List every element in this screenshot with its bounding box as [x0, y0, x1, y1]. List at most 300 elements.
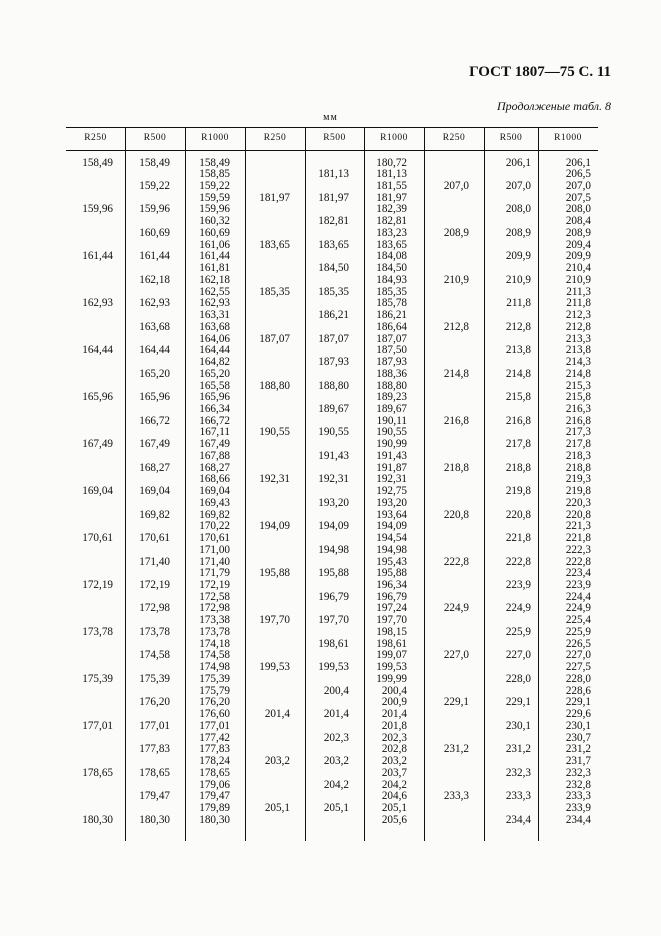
table-cell: 189,67	[376, 402, 407, 415]
table-cell: 208,4	[565, 215, 591, 228]
table-cell: 158,49	[82, 156, 113, 169]
table-cell: 168,27	[199, 461, 230, 474]
table-cell: 229,1	[505, 696, 531, 709]
table-cell: 233,9	[565, 801, 591, 814]
table-cell: 177,01	[82, 719, 113, 732]
table-cell: 170,22	[199, 520, 230, 533]
table-cell: 174,18	[199, 637, 230, 650]
table-cell: 216,8	[505, 414, 531, 427]
table-cell: 166,34	[199, 402, 230, 415]
table-cell: 203,2	[323, 755, 349, 767]
table-cell: 181,13	[376, 168, 407, 181]
table-cell: 194,54	[376, 532, 407, 544]
table-cell: 167,11	[199, 426, 230, 439]
table-cell: 193,64	[376, 508, 407, 521]
table-cell: 230,7	[565, 731, 591, 744]
table-cell: 169,82	[139, 508, 170, 521]
table-cell: 225,4	[565, 614, 591, 627]
table-cell: 217,8	[505, 438, 531, 451]
table-cell: 159,96	[82, 203, 113, 216]
table-cell: 171,00	[199, 543, 230, 556]
table-cell: 183,65	[259, 238, 290, 251]
table-cell: 227,0	[505, 649, 531, 662]
table-cell: 201,4	[381, 708, 407, 720]
table-cell: 216,8	[565, 414, 591, 427]
table-cell: 233,3	[443, 790, 469, 803]
table-cell: 218,8	[505, 461, 531, 474]
table-cell: 203,2	[381, 755, 407, 767]
table-cell: 202,3	[323, 731, 349, 744]
table-cell: 196,34	[376, 579, 407, 591]
column-header: R250	[442, 133, 466, 143]
table-cell: 200,4	[323, 684, 349, 697]
table-cell: 211,8	[506, 297, 531, 310]
table-cell: 198,61	[318, 637, 349, 650]
table-cell: 221,8	[505, 532, 531, 544]
table-cell: 208,9	[443, 226, 469, 239]
table-cell: 215,8	[565, 391, 591, 404]
table-cell: 190,99	[376, 438, 407, 451]
table-cell: 228,0	[565, 672, 591, 685]
table-cell: 220,3	[565, 496, 591, 509]
table-cell: 174,58	[139, 649, 170, 662]
table-cell: 183,23	[376, 226, 407, 239]
table-cell: 222,8	[505, 555, 531, 568]
table-cell: 222,8	[565, 555, 591, 568]
table-cell: 232,3	[505, 766, 531, 779]
table-cell: 163,68	[139, 320, 170, 333]
table-cell: 214,3	[565, 356, 591, 368]
table-cell: 165,20	[199, 367, 230, 380]
table-cell: 205,1	[323, 801, 349, 814]
table-cell: 205,1	[381, 801, 407, 814]
table-cell: 181,97	[376, 191, 407, 204]
table-cell: 222,8	[443, 555, 469, 568]
table-cell: 160,69	[199, 226, 230, 239]
table-cell: 190,55	[259, 426, 290, 439]
table-cell: 179,06	[199, 778, 230, 791]
table-cell: 191,43	[376, 449, 407, 462]
table-cell: 165,58	[199, 379, 230, 392]
table-cell: 203,7	[381, 766, 407, 779]
table-cell: 192,31	[376, 473, 407, 486]
table-cell: 163,31	[199, 309, 230, 322]
table-cell: 180,30	[139, 813, 170, 826]
table-cell: 193,20	[376, 496, 407, 509]
table-cell: 220,8	[443, 508, 469, 521]
table-cell: 190,55	[318, 426, 349, 439]
table-cell: 221,3	[565, 520, 591, 533]
table-cell: 195,88	[318, 567, 349, 580]
table-cell: 219,8	[505, 485, 531, 498]
table-cell: 191,43	[318, 449, 349, 462]
table-cell: 161,44	[82, 250, 113, 263]
table-cell: 180,30	[199, 813, 230, 826]
table-cell: 164,44	[139, 344, 170, 357]
table-cell: 185,35	[376, 285, 407, 298]
table-cell: 159,22	[199, 180, 230, 192]
table-cell: 169,04	[82, 485, 113, 498]
table-cell: 194,98	[376, 543, 407, 556]
table-cell: 213,3	[565, 332, 591, 345]
column-header: R500	[323, 133, 346, 143]
table-cell: 201,4	[323, 708, 349, 720]
table-cell: 167,49	[199, 438, 230, 451]
table-cell: 168,66	[199, 473, 230, 486]
table-cell: 176,20	[139, 696, 170, 709]
table-cell: 219,8	[565, 485, 591, 498]
table-cell: 192,75	[376, 485, 407, 498]
table-cell: 170,61	[139, 532, 170, 544]
table-top-rule	[66, 127, 598, 128]
table-cell: 185,78	[376, 297, 407, 310]
table-cell: 199,99	[376, 672, 407, 685]
table-cell: 212,8	[505, 320, 531, 333]
table-cell: 164,44	[199, 344, 230, 357]
table-cell: 194,09	[259, 520, 290, 533]
table-cell: 181,13	[318, 168, 349, 181]
table-cell: 171,79	[199, 567, 230, 580]
table-cell: 177,01	[139, 719, 170, 732]
column-header: R500	[499, 133, 523, 143]
table-cell: 172,98	[199, 602, 230, 615]
table-cell: 170,61	[82, 532, 113, 544]
table-cell: 209,4	[565, 238, 591, 251]
table-cell: 197,24	[376, 602, 407, 615]
table-cell: 215,3	[565, 379, 591, 392]
table-cell: 215,8	[505, 391, 531, 404]
table-cell: 161,44	[139, 250, 170, 263]
table-cell: 166,72	[139, 414, 170, 427]
table-cell: 169,43	[199, 496, 230, 509]
table-cell: 198,15	[376, 625, 407, 638]
column-header: R250	[263, 133, 287, 143]
table-cell: 197,70	[376, 614, 407, 627]
table-cell: 224,9	[443, 602, 469, 615]
table-cell: 197,70	[259, 614, 290, 627]
table-cell: 205,1	[264, 801, 290, 814]
table-cell: 232,8	[565, 778, 591, 791]
table-cell: 178,24	[199, 755, 230, 767]
table-cell: 232,3	[565, 766, 591, 779]
table-cell: 168,27	[139, 461, 170, 474]
table-cell: 159,59	[199, 191, 230, 204]
page-header: ГОСТ 1807—75 С. 11	[469, 64, 611, 80]
table-cell: 158,49	[139, 156, 170, 169]
column-header: R1000	[380, 133, 408, 143]
table-cell: 171,40	[199, 555, 230, 568]
table-cell: 191,87	[376, 461, 407, 474]
table-cell: 166,72	[199, 414, 230, 427]
table-cell: 178,65	[82, 766, 113, 779]
table-cell: 228,0	[505, 672, 531, 685]
table-cell: 182,81	[376, 215, 407, 228]
table-cell: 217,3	[565, 426, 591, 439]
table-cell: 230,1	[565, 719, 591, 732]
table-cell: 204,2	[323, 778, 349, 791]
table-cell: 189,23	[376, 391, 407, 404]
table-cell: 186,64	[376, 320, 407, 333]
column-header: R1000	[201, 133, 229, 143]
table-cell: 177,01	[199, 719, 230, 732]
table-cell: 182,39	[376, 203, 407, 216]
table-cell: 173,38	[199, 614, 230, 627]
table-cell: 176,20	[199, 696, 230, 709]
table-cell: 199,53	[376, 661, 407, 674]
table-cell: 229,1	[443, 696, 469, 709]
table-cell: 167,49	[82, 438, 113, 451]
table-cell: 214,8	[505, 367, 531, 380]
table-cell: 174,58	[199, 649, 230, 662]
table-cell: 227,5	[565, 661, 591, 674]
table-cell: 206,1	[505, 156, 531, 169]
table-cell: 188,80	[318, 379, 349, 392]
table-cell: 177,83	[139, 743, 170, 756]
table-cell: 158,85	[199, 168, 230, 181]
table-cell: 167,88	[199, 449, 230, 462]
table-cell: 229,6	[565, 708, 591, 720]
table-cell: 211,8	[566, 297, 591, 310]
table-cell: 186,21	[376, 309, 407, 322]
table-cell: 173,78	[82, 625, 113, 638]
table-cell: 220,8	[565, 508, 591, 521]
table-cell: 181,97	[318, 191, 349, 204]
table-cell: 218,3	[565, 449, 591, 462]
table-cell: 172,19	[199, 579, 230, 591]
table-cell: 213,8	[505, 344, 531, 357]
table-cell: 187,07	[376, 332, 407, 345]
table-cell: 227,0	[443, 649, 469, 662]
table-cell: 194,09	[376, 520, 407, 533]
table-cell: 224,9	[565, 602, 591, 615]
table-cell: 161,81	[199, 262, 230, 275]
table-cell: 199,53	[259, 661, 290, 674]
table-cell: 202,3	[381, 731, 407, 744]
table-cell: 159,96	[139, 203, 170, 216]
table-cell: 185,35	[318, 285, 349, 298]
table-cell: 187,50	[376, 344, 407, 357]
table-cell: 209,9	[505, 250, 531, 263]
table-cell: 181,55	[376, 180, 407, 192]
table-cell: 216,8	[443, 414, 469, 427]
table-cell: 162,93	[82, 297, 113, 310]
table-cell: 184,08	[376, 250, 407, 263]
table-header-rule	[66, 150, 598, 151]
table-cell: 184,93	[376, 273, 407, 286]
table-cell: 159,22	[139, 180, 170, 192]
table-cell: 162,93	[139, 297, 170, 310]
table-cell: 233,3	[505, 790, 531, 803]
table-cell: 167,49	[139, 438, 170, 451]
table-cell: 187,07	[259, 332, 290, 345]
table-cell: 207,0	[505, 180, 531, 192]
table-cell: 190,11	[376, 414, 407, 427]
table-cell: 186,21	[318, 309, 349, 322]
table-cell: 175,39	[82, 672, 113, 685]
table-cell: 180,30	[82, 813, 113, 826]
table-cell: 172,19	[82, 579, 113, 591]
table-cell: 214,8	[565, 367, 591, 380]
table-cell: 213,8	[565, 344, 591, 357]
table-cell: 162,55	[199, 285, 230, 298]
table-cell: 233,3	[565, 790, 591, 803]
table-cell: 177,83	[199, 743, 230, 756]
table-cell: 208,9	[505, 226, 531, 239]
table-cell: 207,0	[565, 180, 591, 192]
table-cell: 165,96	[82, 391, 113, 404]
table-cell: 205,6	[381, 813, 407, 826]
table-cell: 169,04	[199, 485, 230, 498]
table-cell: 231,2	[565, 743, 591, 756]
table-cell: 198,61	[376, 637, 407, 650]
table-cell: 224,9	[505, 602, 531, 615]
table-cell: 206,1	[565, 156, 591, 169]
table-cell: 230,1	[505, 719, 531, 732]
table-cell: 187,07	[318, 332, 349, 345]
table-cell: 179,47	[199, 790, 230, 803]
table-cell: 188,80	[376, 379, 407, 392]
table-cell: 218,8	[565, 461, 591, 474]
table-cell: 204,6	[381, 790, 407, 803]
table-cell: 201,4	[264, 708, 290, 720]
table-cell: 223,4	[565, 567, 591, 580]
table-cell: 160,32	[199, 215, 230, 228]
column-header: R250	[84, 133, 107, 143]
table-cell: 188,36	[376, 367, 407, 380]
table-cell: 164,06	[199, 332, 230, 345]
table-cell: 158,49	[199, 156, 230, 169]
table-cell: 176,60	[199, 708, 230, 720]
table-cell: 173,78	[139, 625, 170, 638]
table-cell: 212,8	[443, 320, 469, 333]
table-cell: 217,8	[565, 438, 591, 451]
table-cell: 175,79	[199, 684, 230, 697]
table-cell: 163,68	[199, 320, 230, 333]
table-cell: 226,5	[565, 637, 591, 650]
table-cell: 177,42	[199, 731, 230, 744]
table-cell: 162,93	[199, 297, 230, 310]
table-cell: 165,96	[139, 391, 170, 404]
table-cell: 169,82	[199, 508, 230, 521]
table-cell: 234,4	[565, 813, 591, 826]
table-cell: 234,4	[505, 813, 531, 826]
table-cell: 172,98	[139, 602, 170, 615]
table-cell: 171,40	[139, 555, 170, 568]
table-cell: 195,88	[259, 567, 290, 580]
table-cell: 214,8	[443, 367, 469, 380]
table-cell: 197,70	[318, 614, 349, 627]
table-cell: 179,47	[139, 790, 170, 803]
table-cell: 161,06	[199, 238, 230, 251]
table-cell: 184,50	[318, 262, 349, 275]
table-cell: 165,20	[139, 367, 170, 380]
table-cell: 212,8	[565, 320, 591, 333]
table-cell: 221,8	[565, 532, 591, 544]
table-cell: 164,82	[199, 356, 230, 368]
table-cell: 209,9	[565, 250, 591, 263]
table-cell: 210,9	[443, 273, 469, 286]
table-cell: 200,9	[381, 696, 407, 709]
unit-label: мм	[323, 112, 338, 123]
table-cell: 159,96	[199, 203, 230, 216]
table-cell: 228,6	[565, 684, 591, 697]
table-cell: 169,04	[139, 485, 170, 498]
table-cell: 199,53	[318, 661, 349, 674]
table-cell: 175,39	[139, 672, 170, 685]
table-cell: 203,2	[264, 755, 290, 767]
table-cell: 207,5	[565, 191, 591, 204]
table-cell: 192,31	[259, 473, 290, 486]
table-cell: 229,1	[565, 696, 591, 709]
table-cell: 201,8	[381, 719, 407, 732]
table-cell: 187,93	[376, 356, 407, 368]
table-cell: 211,3	[566, 285, 591, 298]
table-cell: 196,79	[318, 590, 349, 603]
table-cell: 231,2	[443, 743, 469, 756]
table-cell: 179,89	[199, 801, 230, 814]
table-cell: 185,35	[259, 285, 290, 298]
table-cell: 161,44	[199, 250, 230, 263]
table-cell: 160,69	[139, 226, 170, 239]
table-cell: 223,9	[505, 579, 531, 591]
table-continuation-caption: Продолженые табл. 8	[496, 99, 611, 113]
table-cell: 164,44	[82, 344, 113, 357]
table-cell: 219,3	[565, 473, 591, 486]
table-cell: 199,07	[376, 649, 407, 662]
table-cell: 210,9	[565, 273, 591, 286]
table-cell: 170,61	[199, 532, 230, 544]
table-cell: 174,98	[199, 661, 230, 674]
table-cell: 187,93	[318, 356, 349, 368]
column-header: R500	[143, 133, 167, 143]
table-cell: 224,4	[565, 590, 591, 603]
table-cell: 218,8	[443, 461, 469, 474]
table-cell: 231,7	[565, 755, 591, 767]
table-cell: 196,79	[376, 590, 407, 603]
table-cell: 210,9	[505, 273, 531, 286]
table-cell: 178,65	[199, 766, 230, 779]
table-cell: 172,19	[139, 579, 170, 591]
table-cell: 172,58	[199, 590, 230, 603]
table-cell: 178,65	[139, 766, 170, 779]
table-cell: 183,65	[376, 238, 407, 251]
table-cell: 188,80	[259, 379, 290, 392]
table-cell: 231,2	[505, 743, 531, 756]
table-cell: 223,9	[565, 579, 591, 591]
table-cell: 190,55	[376, 426, 407, 439]
table-cell: 193,20	[318, 496, 349, 509]
table-cell: 208,9	[565, 226, 591, 239]
table-cell: 220,8	[505, 508, 531, 521]
table-cell: 204,2	[381, 778, 407, 791]
table-cell: 208,0	[565, 203, 591, 216]
table-cell: 192,31	[318, 473, 349, 486]
table-cell: 184,50	[376, 262, 407, 275]
table-cell: 175,39	[199, 672, 230, 685]
table-cell: 180,72	[376, 156, 407, 169]
table-cell: 227,0	[565, 649, 591, 662]
table-cell: 225,9	[565, 625, 591, 638]
table-cell: 162,18	[139, 273, 170, 286]
table-cell: 200,4	[381, 684, 407, 697]
table-cell: 165,96	[199, 391, 230, 404]
table-cell: 222,3	[565, 543, 591, 556]
table-cell: 206,5	[565, 168, 591, 181]
table-cell: 194,09	[318, 520, 349, 533]
table-cell: 162,18	[199, 273, 230, 286]
table-cell: 216,3	[565, 402, 591, 415]
table-cell: 195,88	[376, 567, 407, 580]
